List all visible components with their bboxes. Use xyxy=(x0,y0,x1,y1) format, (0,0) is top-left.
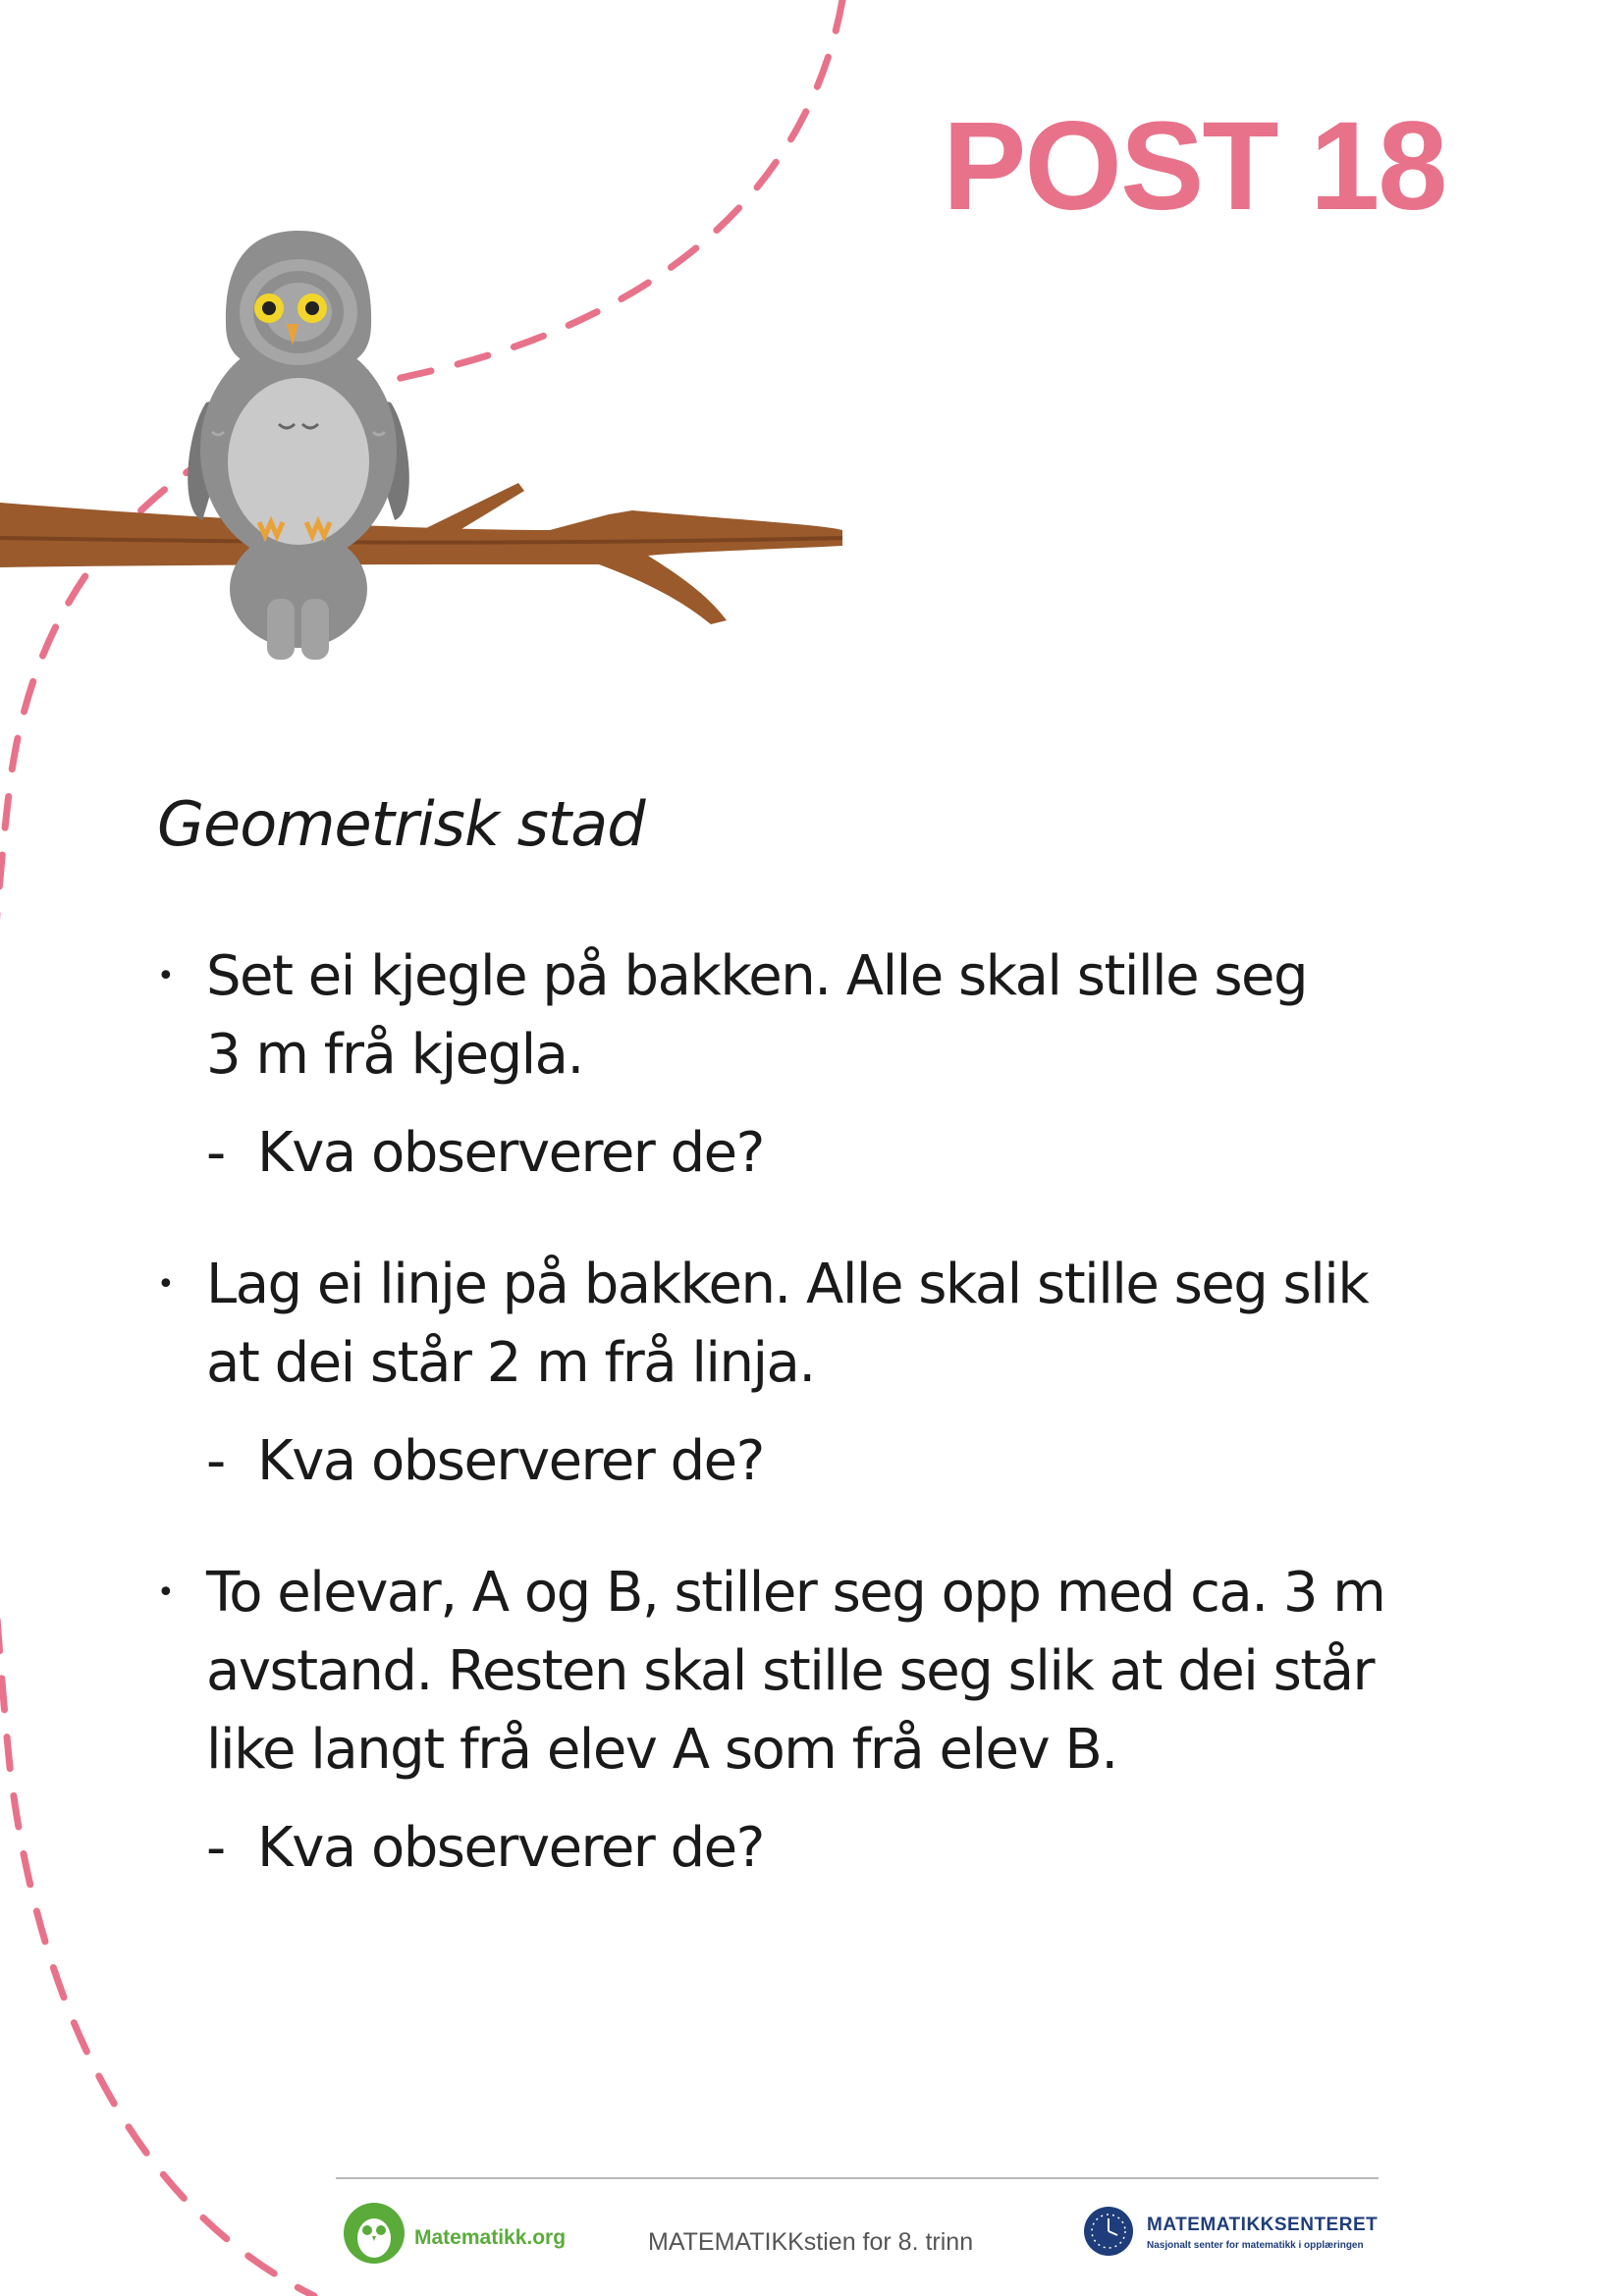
right-logo-text: MATEMATIKKSENTERET xyxy=(1147,2215,1379,2235)
page-title: POST 18 xyxy=(943,96,1446,237)
task-item xyxy=(157,1554,1473,1888)
task-question: - Kva observerer de? xyxy=(206,1121,764,1185)
task-text: Set ei kjegle på bakken. Alle skal stille seg 3 m frå kjegla. xyxy=(206,944,1308,1087)
task-question-text: Kva observerer de? xyxy=(257,1816,764,1880)
matematikk-org-logo xyxy=(342,2199,597,2287)
task-question-text: Kva observerer de? xyxy=(257,1429,764,1493)
task-question: - Kva observerer de? xyxy=(206,1429,764,1493)
owl-logo-icon xyxy=(342,2201,406,2266)
task-question: - Kva observerer de? xyxy=(206,1816,764,1880)
task-item xyxy=(157,1246,1473,1501)
branch-illustration xyxy=(0,483,842,624)
task-text: Lag ei linje på bakken. Alle skal stille seg slik at dei står 2 m frå linja. xyxy=(206,1253,1369,1395)
task-item xyxy=(157,937,1473,1193)
matematikksenteret-logo xyxy=(1082,2199,1396,2287)
bullet-icon: • xyxy=(157,1575,175,1610)
task-question-text: Kva observerer de? xyxy=(257,1121,764,1185)
footer-text: MATEMATIKKstien for 8. trinn xyxy=(648,2228,974,2256)
owl-illustration xyxy=(188,231,409,660)
task-list xyxy=(157,937,1473,1941)
task-text: To elevar, A og B, stiller seg opp med ca. 3 m avstand. Resten skal stille seg slik at dei står like langt frå elev A som frå elev B. xyxy=(206,1561,1385,1782)
bullet-icon: • xyxy=(157,1267,175,1302)
clock-logo-icon xyxy=(1082,2205,1135,2258)
footer-divider xyxy=(336,2177,1379,2179)
left-logo-text: Matematikk.org xyxy=(414,2226,567,2249)
activity-title: Geometrisk stad xyxy=(157,788,645,860)
right-logo-tagline: Nasjonalt senter for matematikk i opplæringen xyxy=(1147,2240,1364,2251)
bullet-icon: • xyxy=(157,959,175,993)
